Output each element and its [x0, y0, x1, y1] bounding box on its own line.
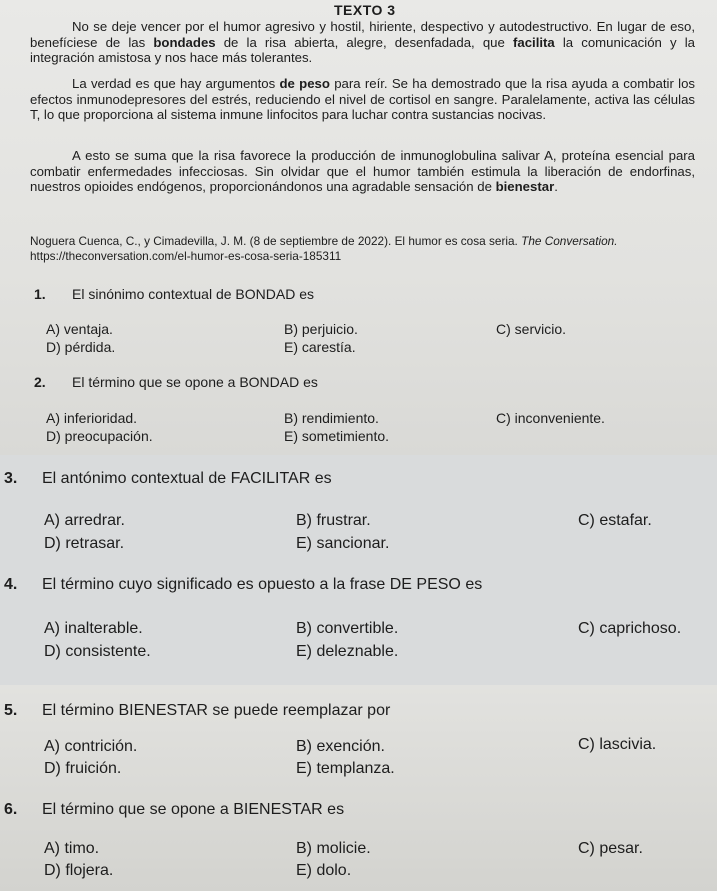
question-number: 3.	[4, 470, 18, 487]
option-e[interactable]: E) carestía.	[284, 339, 356, 355]
highlight-facilita: facilita	[512, 34, 555, 50]
option-a[interactable]: A) inalterable.	[44, 620, 143, 637]
option-c[interactable]: C) pesar.	[578, 840, 643, 857]
option-a[interactable]: A) contrición.	[44, 738, 138, 755]
option-d[interactable]: D) fruición.	[44, 760, 122, 777]
option-e[interactable]: E) deleznable.	[296, 643, 399, 660]
reference: Noguera Cuenca, C., y Cimadevilla, J. M. (8 de septiembre de 2022). El humor es cosa seria. The Conversation. https://theconversation.com/el-humor-es-cosa-seria-185311	[30, 234, 700, 264]
option-e[interactable]: E) sometimiento.	[284, 428, 390, 444]
option-c[interactable]: C) caprichoso.	[578, 620, 682, 637]
option-a[interactable]: A) timo.	[44, 840, 100, 857]
option-d[interactable]: D) consistente.	[44, 643, 151, 660]
option-e[interactable]: E) dolo.	[296, 862, 352, 879]
question-text: El término BIENESTAR se puede reemplazar por	[42, 702, 391, 719]
question-number: 2.	[34, 374, 46, 390]
option-b[interactable]: B) rendimiento.	[284, 410, 379, 426]
option-d[interactable]: D) preocupación.	[46, 428, 153, 444]
option-a[interactable]: A) arredrar.	[44, 512, 125, 529]
option-a[interactable]: A) inferioridad.	[46, 410, 138, 426]
option-e[interactable]: E) sancionar.	[296, 535, 390, 552]
paragraph-3: A esto se suma que la risa favorece la producción de inmunoglobulina salivar A, proteína esencial para combatir enfermedades infecciosas. Sin olvidar que el humor también estimula la liberación de endorfinas, nuestros opioides endógenos, proporcionándonos una agradable sensación de bienestar.	[30, 148, 695, 194]
option-a[interactable]: A) ventaja.	[46, 321, 113, 337]
question-number: 1.	[34, 286, 46, 302]
option-b[interactable]: B) exención.	[296, 738, 385, 755]
question-number: 6.	[4, 801, 18, 818]
highlight-bienestar: bienestar	[495, 179, 555, 194]
option-c[interactable]: C) estafar.	[578, 512, 652, 529]
option-d[interactable]: D) flojera.	[44, 862, 114, 879]
paragraph-2: La verdad es que hay argumentos de peso para reír. Se ha demostrado que la risa ayuda a combatir los efectos inmunodepresores del estrés, reduciendo el nivel de cortisol en sangre. Paralelamente, activa las células T, lo que proporciona al sistema inmune linfocitos para luchar contra sustancias nocivas.	[30, 76, 695, 122]
option-b[interactable]: B) perjuicio.	[284, 321, 358, 337]
question-text: El término que se opone a BIENESTAR es	[42, 801, 345, 818]
question-text: El sinónimo contextual de BONDAD es	[72, 286, 314, 302]
question-text: El término que se opone a BONDAD es	[72, 374, 318, 390]
option-c[interactable]: C) servicio.	[496, 321, 567, 337]
question-text: El antónimo contextual de FACILITAR es	[42, 470, 332, 487]
question-text: El término cuyo significado es opuesto a la frase DE PESO es	[42, 576, 483, 593]
option-c[interactable]: C) lascivia.	[578, 736, 657, 753]
question-number: 4.	[4, 576, 18, 593]
question-number: 5.	[4, 702, 18, 719]
option-e[interactable]: E) templanza.	[296, 760, 395, 777]
option-c[interactable]: C) inconveniente.	[496, 410, 605, 426]
option-b[interactable]: B) frustrar.	[296, 512, 371, 529]
option-d[interactable]: D) pérdida.	[46, 339, 116, 355]
reference-url[interactable]: https://theconversation.com/el-humor-es-cosa-seria-185311	[30, 249, 342, 263]
option-b[interactable]: B) convertible.	[296, 620, 399, 637]
highlight-bondades: bondades	[153, 34, 216, 50]
text-title: TEXTO 3	[334, 2, 396, 18]
paragraph-1: No se deje vencer por el humor agresivo y hostil, hiriente, despectivo y autodestructivo. En lugar de eso, benefíciese de las bondades de la risa abierta, alegre, desenfadada, que facilita la comunicación y la integración amistosa y nos hace más tolerantes.	[30, 19, 695, 65]
option-d[interactable]: D) retrasar.	[44, 535, 125, 552]
highlight-de-peso: de peso	[279, 76, 330, 91]
option-b[interactable]: B) molicie.	[296, 840, 371, 857]
